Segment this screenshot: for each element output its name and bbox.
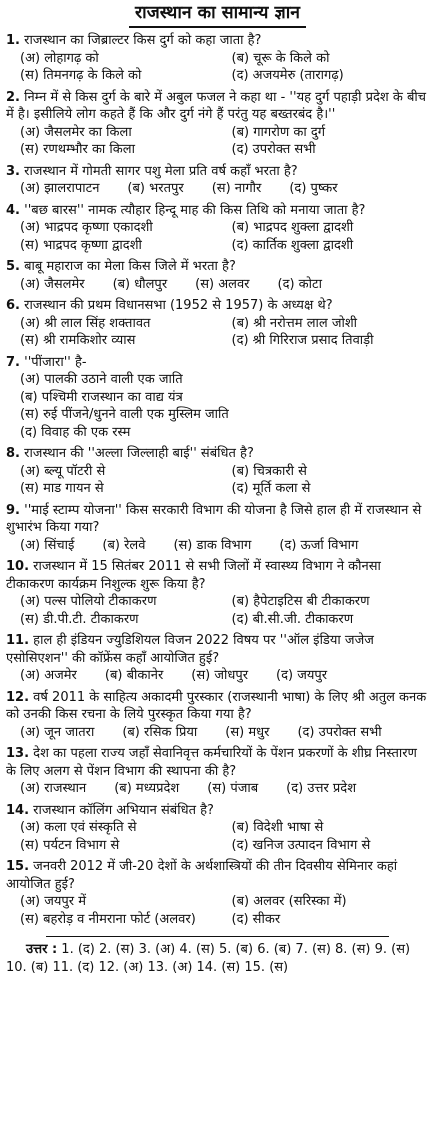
option-3: (स) बहरोड़ व नीमराना फोर्ट (अलवर) <box>20 911 196 927</box>
option-3: (स) मधुर <box>225 724 270 740</box>
options-group <box>6 276 429 294</box>
question-6 <box>6 297 429 350</box>
option-4: (द) उपरोक्त सभी <box>297 724 382 740</box>
options-group <box>6 50 429 85</box>
question-list <box>6 32 429 928</box>
answer-key-text: 1. (द) 2. (स) 3. (अ) 4. (स) 5. (ब) 6. (ब) 7. (स) 8. (स) 9. (स) 10. (ब) 11. (द) 12. (अ) 13. (अ) 14. (स) 15. (स) <box>6 942 411 975</box>
question-5 <box>6 258 429 293</box>
question-number: 3. <box>6 163 20 179</box>
option-1: (अ) पल्स पोलियो टीकाकरण <box>20 594 157 609</box>
question-2 <box>6 89 429 159</box>
question-text-block <box>6 858 429 893</box>
option-2: (ब) रसिक प्रिया <box>122 724 198 740</box>
question-number: 15. <box>6 859 30 874</box>
question-text-block <box>6 745 429 780</box>
question-3 <box>6 163 429 198</box>
options-group <box>6 315 429 350</box>
option-1: (अ) जैसलमेर <box>20 276 85 292</box>
option-1: (अ) राजस्थान <box>20 781 87 796</box>
option-2: (ब) भरतपुर <box>127 181 184 196</box>
option-3: (स) जोधपुर <box>191 668 249 683</box>
question-text-block <box>6 445 429 463</box>
option-3: (स) रुई पींजने/धुनने वाली एक मुस्लिम जाति <box>20 407 229 422</box>
option-4: (द) अजयमेरु (तारागढ़) <box>231 68 344 83</box>
option-1: (अ) कला एवं संस्कृति से <box>20 820 137 835</box>
option-4: (द) जयपुर <box>276 668 328 683</box>
question-text: ''पींजारा'' है- <box>24 354 87 370</box>
question-13 <box>6 745 429 798</box>
option-2: (ब) गागरोण का दुर्ग <box>231 124 326 140</box>
question-text-block <box>6 632 429 667</box>
question-text: हाल ही इंडियन ज्युडिशियल विजन 2022 विषय पर ''ऑल इंडिया जजेज एसोसिएशन'' की कॉफ्रेंस कहाँ आयोजित हुई? <box>6 633 374 666</box>
option-4: (द) ऊर्जा विभाग <box>279 537 359 553</box>
options-group <box>6 180 429 198</box>
question-number: 12. <box>6 689 30 705</box>
question-text: राजस्थान की ''अल्ला जिल्लाही बाई'' संबंधित है? <box>24 446 254 461</box>
option-2: (ब) अलवर (सरिस्का में) <box>231 894 347 909</box>
question-text: बाबू महाराज का मेला किस जिले में भरता है? <box>24 259 236 274</box>
option-1: (अ) सिंचाई <box>20 537 75 553</box>
option-1: (अ) भाद्रपद कृष्णा एकादशी <box>20 220 153 235</box>
option-4: (द) कोटा <box>277 276 322 292</box>
question-number: 5. <box>6 259 20 274</box>
options-group <box>6 593 429 628</box>
option-3: (स) तिमनगढ़ के किले को <box>20 68 142 83</box>
question-text-block <box>6 502 429 537</box>
question-number: 2. <box>6 89 20 105</box>
option-4: (द) उत्तर प्रदेश <box>286 781 357 796</box>
question-text: राजस्थान का जिब्राल्टर किस दुर्ग को कहा जाता है? <box>24 33 262 48</box>
options-group <box>6 124 429 159</box>
option-1: (अ) ब्ल्यू पॉटरी से <box>20 463 106 479</box>
question-text: वर्ष 2011 के साहित्य अकादमी पुरस्कार (राजस्थानी भाषा) के लिए श्री अतुल कनक को उनकी किस रचना के लिये पुरस्कृत किया गया है? <box>6 689 427 722</box>
divider <box>46 936 389 937</box>
question-text-block <box>6 258 429 276</box>
option-1: (अ) जून जातरा <box>20 724 95 740</box>
option-4: (द) सीकर <box>231 911 281 927</box>
option-4: (द) मूर्ति कला से <box>231 481 311 496</box>
option-3: (स) श्री रामकिशोर व्यास <box>20 333 136 348</box>
question-number: 13. <box>6 746 30 761</box>
option-1: (अ) जयपुर में <box>20 894 87 909</box>
options-group <box>6 724 429 742</box>
question-number: 9. <box>6 502 20 518</box>
option-4: (द) खनिज उत्पादन विभाग से <box>231 837 371 853</box>
question-1 <box>6 32 429 85</box>
options-group <box>6 463 429 498</box>
question-text-block <box>6 802 429 820</box>
option-4: (द) विवाह की एक रस्म <box>20 424 131 440</box>
option-2: (ब) बीकानेर <box>104 668 164 683</box>
options-group <box>6 667 429 685</box>
question-text: राजस्थान में गोमती सागर पशु मेला प्रति वर्ष कहाँ भरता है? <box>24 163 298 179</box>
option-2: (ब) चित्रकारी से <box>231 463 307 479</box>
question-7 <box>6 354 429 442</box>
question-text: राजस्थान कॉलिंग अभियान संबंधित है? <box>33 802 214 818</box>
question-number: 6. <box>6 298 20 313</box>
question-text: ''माई स्टाम्प योजना'' किस सरकारी विभाग की योजना है जिसे हाल ही में राजस्थान से शुभारंभ किया गया? <box>6 502 422 535</box>
question-9 <box>6 502 429 555</box>
option-1: (अ) पालकी उठाने वाली एक जाति <box>20 372 183 387</box>
options-group <box>6 371 429 441</box>
option-3: (स) डाक विभाग <box>173 537 252 553</box>
question-text-block <box>6 354 429 372</box>
option-3: (स) पर्यटन विभाग से <box>20 837 120 853</box>
option-2: (ब) पश्चिमी राजस्थान का वाद्य यंत्र <box>20 389 183 405</box>
question-4 <box>6 202 429 255</box>
option-4: (द) बी.सी.जी. टीकाकरण <box>231 611 354 627</box>
question-number: 1. <box>6 33 20 48</box>
option-3: (स) पंजाब <box>207 781 259 796</box>
page-title: राजस्थान का सामान्य ज्ञान <box>129 1 306 28</box>
question-text: देश का पहला राज्य जहाँ सेवानिवृत्त कर्मचारियों के पेंशन प्रकरणों के शीघ्र निस्तारण के लिए अलग से पेंशन विभाग की स्थापना की है? <box>6 746 417 779</box>
question-text-block <box>6 89 429 124</box>
option-3: (स) रणथम्भौर का किला <box>20 142 135 157</box>
options-group <box>6 537 429 555</box>
question-number: 4. <box>6 202 20 218</box>
question-number: 10. <box>6 559 30 574</box>
question-number: 11. <box>6 633 30 648</box>
question-12 <box>6 689 429 742</box>
option-3: (स) माड गायन से <box>20 481 104 496</box>
option-2: (ब) धौलपुर <box>112 276 168 292</box>
question-text-block <box>6 32 429 50</box>
title-wrap <box>6 0 429 28</box>
question-text: राजस्थान में 15 सितंबर 2011 से सभी जिलों में स्वास्थ्य विभाग ने कौनसा टीकाकरण कार्यक्रम निशुल्क शुरू किया है? <box>6 559 381 592</box>
question-text: राजस्थान की प्रथम विधानसभा (1952 से 1957) के अध्यक्ष थे? <box>24 298 333 313</box>
answer-key <box>6 941 429 977</box>
option-2: (ब) विदेशी भाषा से <box>231 820 324 835</box>
question-number: 14. <box>6 802 30 818</box>
question-text-block <box>6 558 429 593</box>
option-3: (स) डी.पी.टी. टीकाकरण <box>20 611 139 627</box>
option-2: (ब) हैपेटाइटिस बी टीकाकरण <box>231 594 370 609</box>
option-1: (अ) लोहागढ़ को <box>20 50 99 66</box>
option-2: (ब) भाद्रपद शुक्ला द्वादशी <box>231 220 354 235</box>
question-number: 7. <box>6 354 20 370</box>
option-2: (ब) रेलवे <box>102 537 146 553</box>
option-4: (द) श्री गिरिराज प्रसाद तिवाड़ी <box>231 333 374 348</box>
option-1: (अ) अजमेर <box>20 668 77 683</box>
question-8 <box>6 445 429 498</box>
question-text-block <box>6 689 429 724</box>
question-11 <box>6 632 429 685</box>
options-group <box>6 219 429 254</box>
option-3: (स) नागौर <box>211 181 262 196</box>
question-14 <box>6 802 429 855</box>
option-4: (द) कार्तिक शुक्ला द्वादशी <box>231 237 354 253</box>
option-2: (ब) मध्यप्रदेश <box>114 781 180 796</box>
question-number: 8. <box>6 446 20 461</box>
option-4: (द) पुष्कर <box>289 181 338 196</box>
question-15 <box>6 858 429 928</box>
option-2: (ब) चूरू के किले को <box>231 50 330 66</box>
question-text: निम्न में से किस दुर्ग के बारे में अबुल फजल ने कहा था - ''यह दुर्ग पहाड़ी प्रदेश के बीच में है। इसीलिये लोग कहते हैं कि और दुर्ग नंगे हैं परंतु यह बख्तरबंद है।'' <box>6 89 427 122</box>
option-3: (स) अलवर <box>195 276 250 292</box>
question-text-block <box>6 297 429 315</box>
answer-key-label: उत्तर : <box>26 942 58 957</box>
option-2: (ब) श्री नरोत्तम लाल जोशी <box>231 315 358 331</box>
option-4: (द) उपरोक्त सभी <box>231 142 316 157</box>
question-text-block <box>6 163 429 181</box>
options-group <box>6 819 429 854</box>
question-10 <box>6 558 429 628</box>
option-1: (अ) श्री लाल सिंह शक्तावत <box>20 315 151 331</box>
option-1: (अ) झालरापाटन <box>20 181 100 196</box>
option-3: (स) भाद्रपद कृष्णा द्वादशी <box>20 237 142 253</box>
options-group <box>6 780 429 798</box>
option-1: (अ) जैसलमेर का किला <box>20 124 132 140</box>
options-group <box>6 893 429 928</box>
question-text-block <box>6 202 429 220</box>
question-text: ''बछ बारस'' नामक त्यौहार हिन्दू माह की किस तिथि को मनाया जाता है? <box>24 202 366 218</box>
question-text: जनवरी 2012 में जी-20 देशों के अर्थशास्त्रियों की तीन दिवसीय सेमिनार कहां आयोजित हुई? <box>6 859 398 892</box>
